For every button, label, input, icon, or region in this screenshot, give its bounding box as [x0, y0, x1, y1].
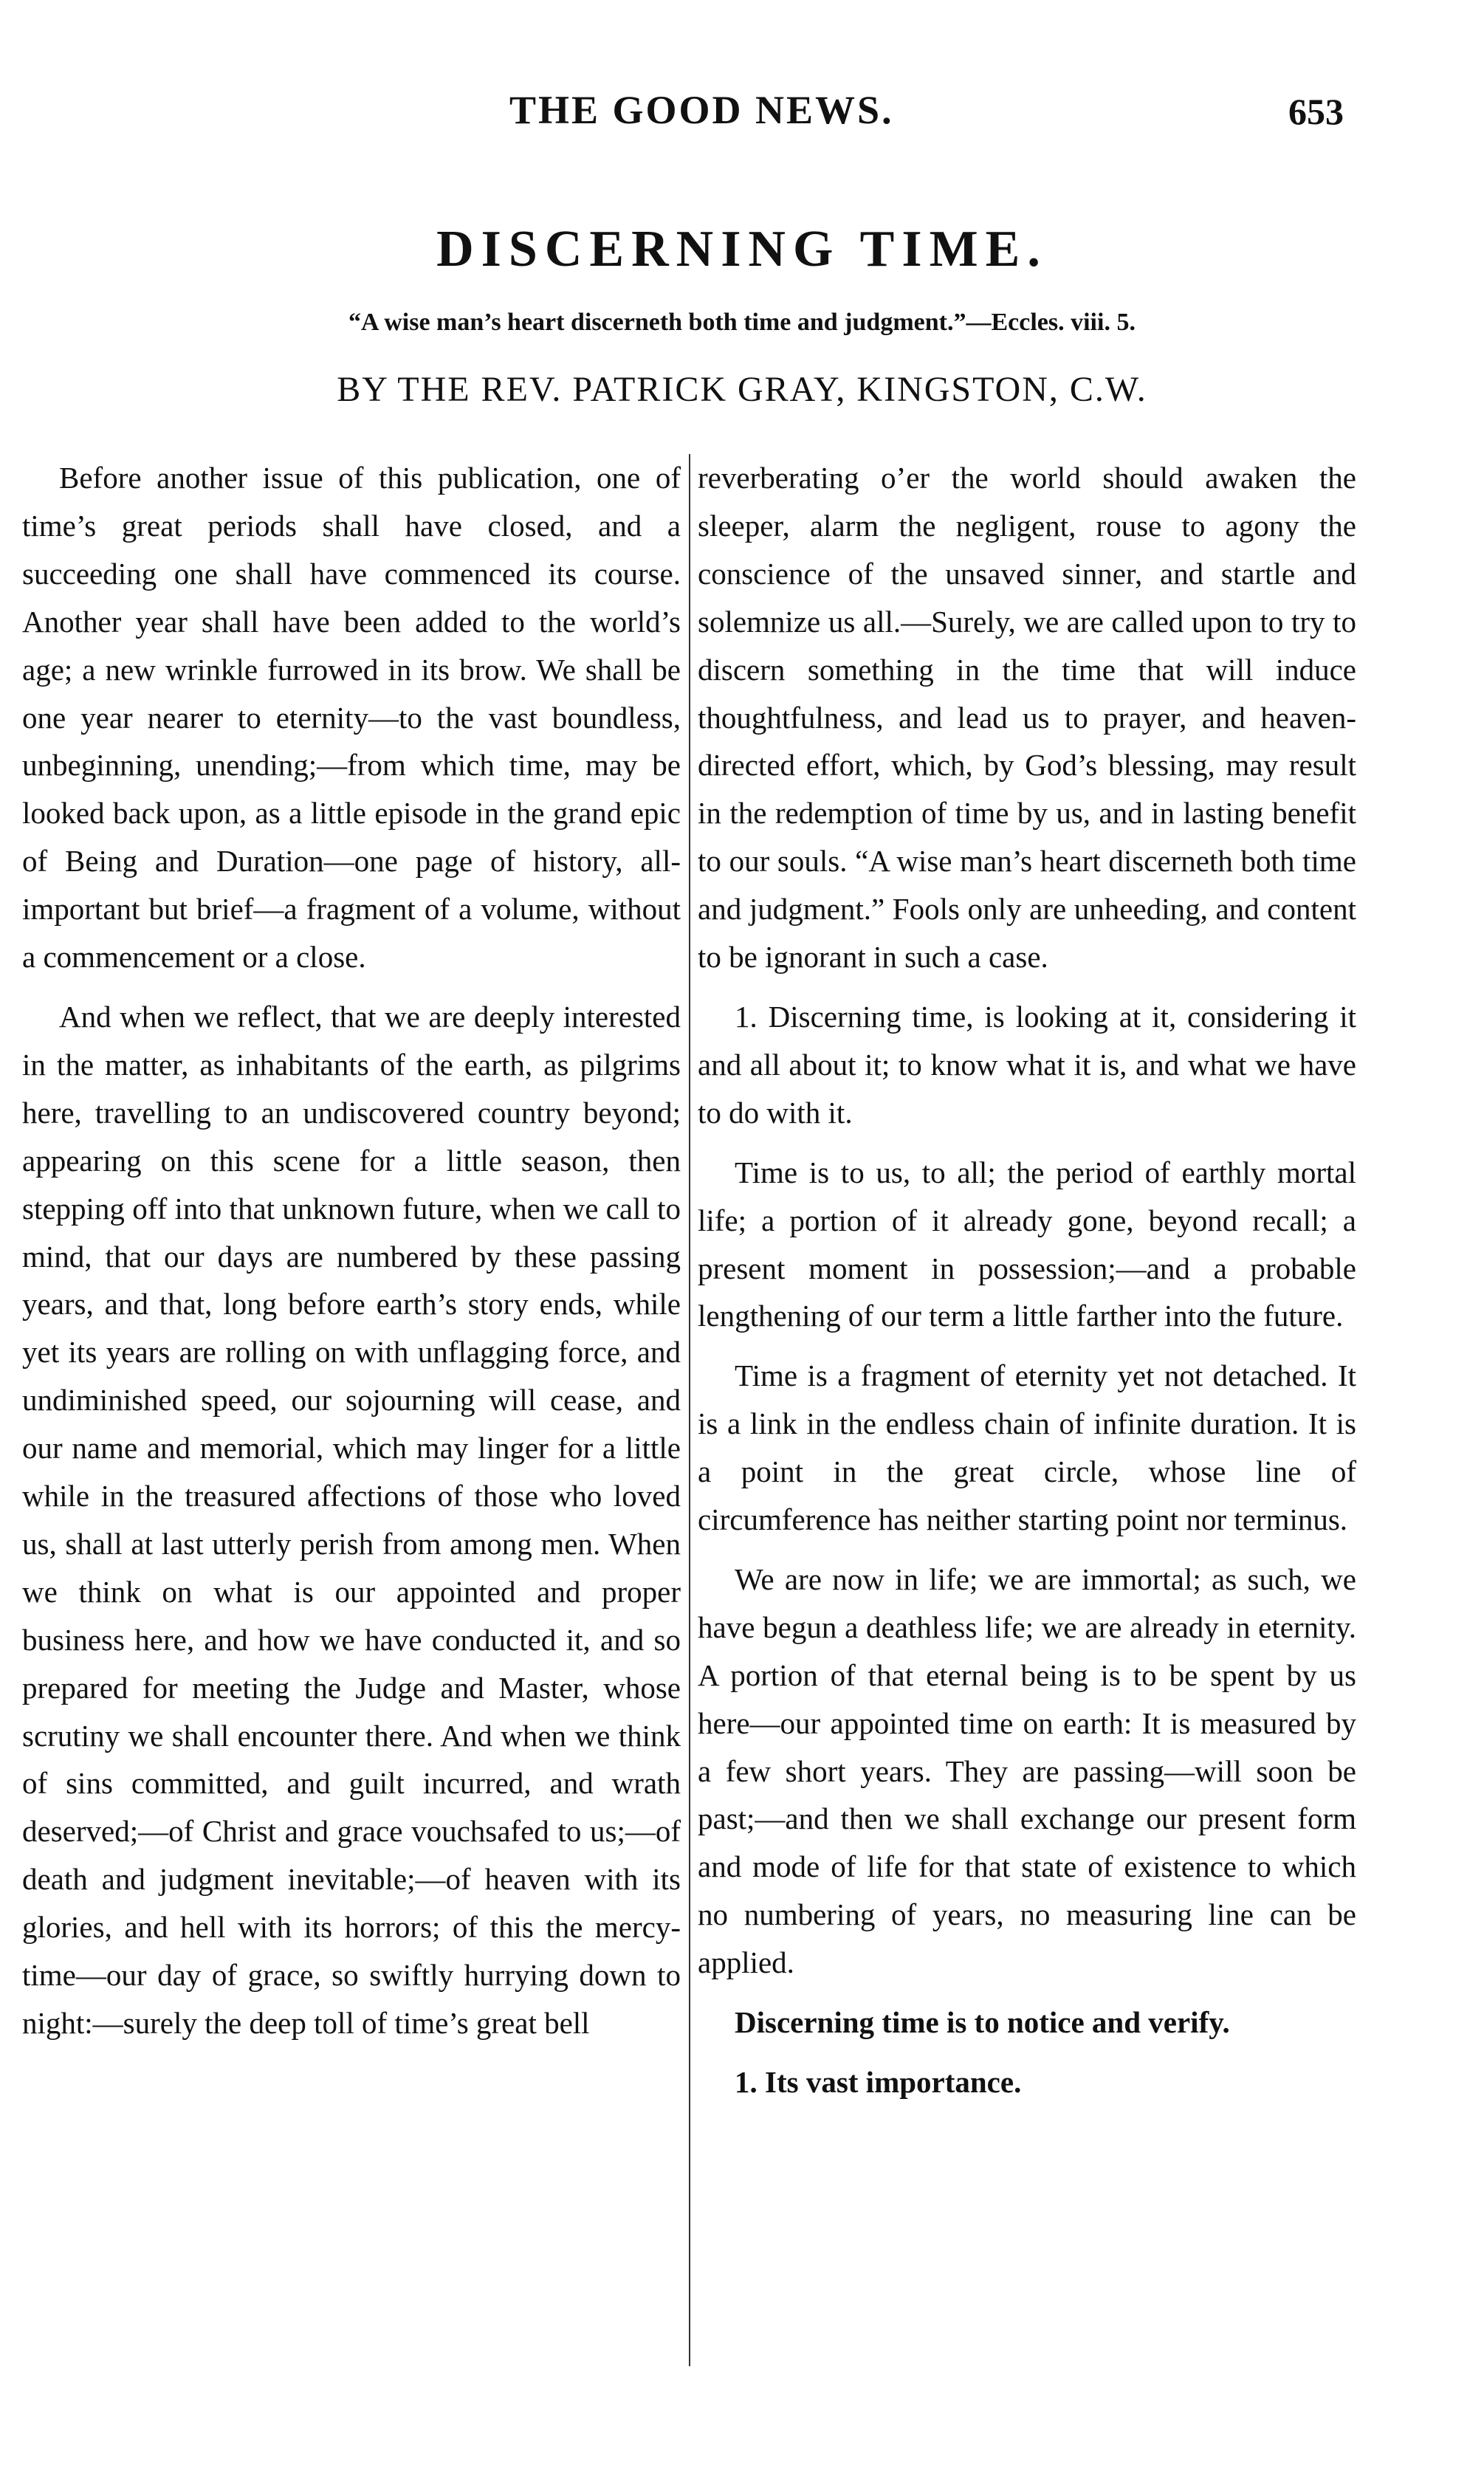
left-column: [22, 454, 681, 2047]
right-column: [698, 454, 1356, 2106]
section-heading: Discerning time is to notice and verify.: [735, 2005, 1230, 2040]
paragraph: Time is to us, to all; the period of earthly mortal life; a portion of it already gone, beyond recall; a present moment in possession;—and a probable lengthening of our term a little farther into the future.: [698, 1155, 1356, 1333]
page-number: 653: [1288, 91, 1344, 132]
paragraph-continued: reverberating o’er the world should awaken the sleeper, alarm the negligent, rouse to agony the conscience of the unsaved sinner, and startle and solemnize us all.—Surely, we are called upon to try to discern something in the time that will induce thoughtfulness, and lead us to prayer, and heaven-directed effort, which, by God’s blessing, may result in the redemption of time by us, and in lasting benefit to our souls. “A wise man’s heart discerneth both time and judgment.” Fools only are unheeding, and content to be ignorant in such a case.: [698, 461, 1356, 975]
paragraph: 1. Discerning time, is looking at it, considering it and all about it; to know what it is, and what we have to do with it.: [698, 999, 1356, 1130]
article-title: DISCERNING TIME.: [436, 221, 1048, 278]
paragraph: Time is a fragment of eternity yet not detached. It is a link in the endless chain of infinite duration. It is a point in the great circle, whose line of circumference has neither starting point nor terminus.: [698, 1358, 1356, 1537]
column-rule: [689, 454, 690, 2366]
byline: BY THE REV. PATRICK GRAY, KINGSTON, C.W.: [337, 370, 1147, 409]
paragraph: And when we reflect, that we are deeply interested in the matter, as inhabitants of the earth, as pilgrims here, travelling to an undiscovered country beyond; appearing on this scene for a little season, then stepping off into that unknown future, when we call to mind, that our days are numbered by these passing years, and that, long before earth’s story ends, while yet its years are rolling on with unflagging force, and undiminished speed, our sojourning will cease, and our name and memorial, which may linger for a little while in the treasured affections of those who loved us, shall at last utterly perish from among men. When we think on what is our appointed and proper business here, and how we have conducted it, and so prepared for meeting the Judge and Master, whose scrutiny we shall encounter there. And when we think of sins committed, and guilt incurred, and wrath deserved;—of Christ and grace vouchsafed to us;—of death and judgment inevitable;—of heaven with its glories, and hell with its horrors; of this the mercy-time—our day of grace, so swiftly hurrying down to night:—surely the deep toll of time’s great bell: [22, 999, 681, 2040]
running-head: [0, 87, 1484, 146]
numbered-heading: 1. Its vast importance.: [735, 2065, 1022, 2099]
paragraph: We are now in life; we are immortal; as such, we have begun a deathless life; we are already in eternity. A portion of that eternal being is to be spent by us here—our appointed time on earth: It is measured by a few short years. They are passing—will soon be past;—and then we shall exchange our present form and mode of life for that state of existence to which no numbering of years, no measuring line can be applied.: [698, 1561, 1356, 1980]
paragraph: Before another issue of this publication, one of time’s great periods shall have closed, and a succeeding one shall have commenced its course. Another year shall have been added to the world’s age; a new wrinkle furrowed in its brow. We shall be one year nearer to eternity—to the vast boundless, unbeginning, unending;—from which time, may be looked back upon, as a little episode in the grand epic of Being and Duration—one page of history, all-important but brief—a fragment of a volume, without a commencement or a close.: [22, 461, 681, 975]
epigraph: “A wise man’s heart discerneth both time and judgment.”—Eccles. viii. 5.: [348, 309, 1136, 336]
running-title: THE GOOD NEWS.: [509, 88, 894, 132]
